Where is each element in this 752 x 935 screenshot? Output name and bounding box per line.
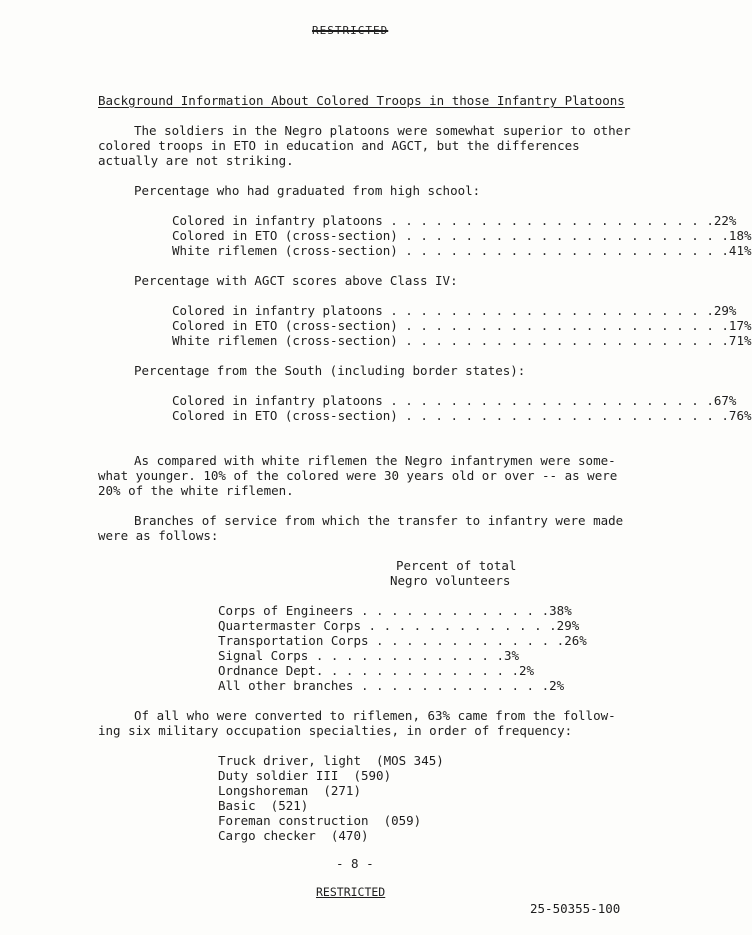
list-item: Cargo checker (470) bbox=[218, 828, 369, 843]
row-value: 22% bbox=[713, 213, 737, 228]
row-label: Colored in infantry platoons bbox=[172, 213, 383, 228]
table-row: Quartermaster Corps . . . . . . . . . . . . . 29% bbox=[218, 618, 580, 633]
branch-table-header-2: Negro volunteers bbox=[390, 573, 511, 588]
row-value: 76% bbox=[728, 408, 752, 423]
list-item: Truck driver, light (MOS 345) bbox=[218, 753, 444, 768]
mos-line-1: Of all who were converted to riflemen, 63% came from the follow- bbox=[134, 708, 616, 723]
row-value: 71% bbox=[728, 333, 752, 348]
row-label: All other branches bbox=[218, 678, 354, 693]
table-row: White riflemen (cross-section) . . . . . . . . . . . . . . . . . . . . . . 41% bbox=[172, 243, 752, 258]
row-value: 3% bbox=[503, 648, 520, 663]
row-value: 41% bbox=[728, 243, 752, 258]
table-row: Colored in ETO (cross-section) . . . . . . . . . . . . . . . . . . . . . . 18% bbox=[172, 228, 752, 243]
row-label: White riflemen (cross-section) bbox=[172, 243, 398, 258]
table-row: Colored in infantry platoons . . . . . . . . . . . . . . . . . . . . . . 29% bbox=[172, 303, 737, 318]
header-classification-mark: RESTRICTED bbox=[312, 24, 389, 37]
row-value: 17% bbox=[728, 318, 752, 333]
list-item: Foreman construction (059) bbox=[218, 813, 422, 828]
row-value: 29% bbox=[556, 618, 580, 633]
row-value: 2% bbox=[549, 678, 565, 693]
intro-line-3: actually are not striking. bbox=[98, 153, 294, 168]
table-row: Transportation Corps . . . . . . . . . . . . . 26% bbox=[218, 633, 587, 648]
table-row: Colored in ETO (cross-section) . . . . . . . . . . . . . . . . . . . . . . 17% bbox=[172, 318, 752, 333]
branches-line-2: were as follows: bbox=[98, 528, 219, 543]
row-label: Colored in ETO (cross-section) bbox=[172, 408, 398, 423]
age-line-2: what younger. 10% of the colored were 30 years old or over -- as were bbox=[98, 468, 618, 483]
branch-table-header-1: Percent of total bbox=[396, 558, 517, 573]
branches-line-1: Branches of service from which the transfer to infantry were made bbox=[134, 513, 624, 528]
section-heading-high-school: Percentage who had graduated from high school: bbox=[134, 183, 481, 198]
row-label: Ordnance Dept. bbox=[218, 663, 324, 678]
age-line-3: 20% of the white riflemen. bbox=[98, 483, 294, 498]
table-row: Colored in infantry platoons . . . . . . . . . . . . . . . . . . . . . . 22% bbox=[172, 213, 737, 228]
row-label: Corps of Engineers bbox=[218, 603, 354, 618]
row-value: 38% bbox=[549, 603, 572, 618]
row-value: 67% bbox=[713, 393, 737, 408]
document-id: 25-50355-100 bbox=[530, 901, 621, 916]
row-label: Transportation Corps bbox=[218, 633, 369, 648]
section-heading-agct: Percentage with AGCT scores above Class IV: bbox=[134, 273, 458, 288]
list-item: Longshoreman (271) bbox=[218, 783, 361, 798]
row-label: Quartermaster Corps bbox=[218, 618, 361, 633]
list-item: Basic (521) bbox=[218, 798, 309, 813]
row-label: Signal Corps bbox=[218, 648, 309, 663]
table-row: Ordnance Dept. . . . . . . . . . . . . . 2% bbox=[218, 663, 535, 678]
intro-line-1: The soldiers in the Negro platoons were somewhat superior to other bbox=[134, 123, 631, 138]
row-label: Colored in ETO (cross-section) bbox=[172, 228, 398, 243]
list-item: Duty soldier III (590) bbox=[218, 768, 392, 783]
row-value: 29% bbox=[713, 303, 737, 318]
table-row: Signal Corps . . . . . . . . . . . . . 3% bbox=[218, 648, 520, 663]
table-row: Colored in ETO (cross-section) . . . . . . . . . . . . . . . . . . . . . . 76% bbox=[172, 408, 752, 423]
intro-line-2: colored troops in ETO in education and AGCT, but the differences bbox=[98, 138, 580, 153]
table-row: Corps of Engineers . . . . . . . . . . . . . 38% bbox=[218, 603, 572, 618]
section-heading-south: Percentage from the South (including border states): bbox=[134, 363, 526, 378]
row-label: Colored in infantry platoons bbox=[172, 303, 383, 318]
table-row: Colored in infantry platoons . . . . . . . . . . . . . . . . . . . . . . 67% bbox=[172, 393, 737, 408]
row-label: Colored in ETO (cross-section) bbox=[172, 318, 398, 333]
row-value: 2% bbox=[519, 663, 535, 678]
row-label: White riflemen (cross-section) bbox=[172, 333, 398, 348]
table-row: All other branches . . . . . . . . . . . . . 2% bbox=[218, 678, 565, 693]
table-row: White riflemen (cross-section) . . . . . . . . . . . . . . . . . . . . . . 71% bbox=[172, 333, 752, 348]
page-number: - 8 - bbox=[336, 856, 374, 871]
age-line-1: As compared with white riflemen the Negro infantrymen were some- bbox=[134, 453, 616, 468]
footer-classification-mark: RESTRICTED bbox=[316, 885, 386, 899]
section-title: Background Information About Colored Troops in those Infantry Platoons bbox=[98, 93, 625, 108]
row-label: Colored in infantry platoons bbox=[172, 393, 383, 408]
row-value: 26% bbox=[564, 633, 587, 648]
mos-line-2: ing six military occupation specialties, in order of frequency: bbox=[98, 723, 573, 738]
row-value: 18% bbox=[728, 228, 752, 243]
